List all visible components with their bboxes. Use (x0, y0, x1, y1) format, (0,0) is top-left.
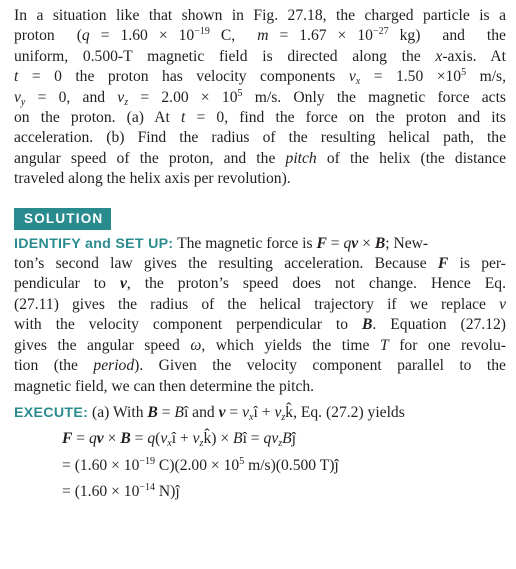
problem-line: on the proton. (a) At t = 0, find the force on the proton and its (14, 109, 506, 127)
solution-heading: SOLUTION (14, 208, 111, 230)
problem-line: traveled along the helix axis per revolution). (14, 170, 291, 188)
problem-line: proton ($q = 1.60 \times 10^{-19}$ C, $m = 1.67 \times 10^{-27}$ kg) and the (14, 26, 506, 45)
equation-force: F = qv × $B = q(v_xî$ + $v_zk̂$) × Bî = $qv_zBĵ$ (62, 430, 297, 450)
problem-statement (14, 6, 506, 190)
problem-line: t = 0 the proton has velocity components $v_x = 1.50 \times 10^5$ m/s, (14, 67, 507, 88)
problem-line: angular speed of the proton, and the pitch of the helix (the distance (14, 149, 506, 167)
execute-paragraph: EXECUTE: (a) With B = Bî and $v = v_xî$ + $v_zk̂$, Eq. (27.2) yields F = qv × $B = q(v_xî$ + $v_zk̂$) × Bî = $qv_zBĵ$ = ($1.60 \times 10^{-19}$ $C)(2.00 \times 10^5$ m/s)(0.500 T)ĵ = ($1.60 \times 10^{-14}$ N)ĵ (14, 403, 506, 503)
equation-substitution: = ($1.60 \times 10^{-19}$ $C)(2.00 \times 10^5$ m/s)(0.500 T)ĵ (62, 455, 339, 474)
problem-line: $v_y = 0$, and $v_z = 2.00 \times 10^5$ m/s. Only the magnetic force acts (14, 87, 506, 108)
problem-line: In a situation like that shown in Fig. 27.18, the charged particle is a (14, 7, 506, 24)
problem-line: uniform, 0.500-T magnetic field is directed along the x-axis. At (14, 47, 507, 65)
problem-line: acceleration. (b) Find the radius of the resulting helical path, the (14, 129, 506, 147)
identify-label: IDENTIFY and SET UP: (14, 235, 174, 252)
equation-result: = ($1.60 \times 10^{-14}$ N)ĵ (62, 482, 180, 501)
identify-paragraph: IDENTIFY and SET UP: The magnetic force is F = qv × B; New- ton’s second law gives the resulting acceleration. Because F is per- pendicular to v, the proton’s speed does not change. Hence Eq. (27.11) gives the radius of the helical trajectory if we replace v with the velocity component perpendicular to B. Equation (27.12) gives the angular speed ω, which yields the time T for one revolu- tion (the period). Given the velocity component parallel to the magnetic field, we can then determine the pitch. (14, 234, 507, 395)
execute-label: EXECUTE: (14, 404, 89, 421)
